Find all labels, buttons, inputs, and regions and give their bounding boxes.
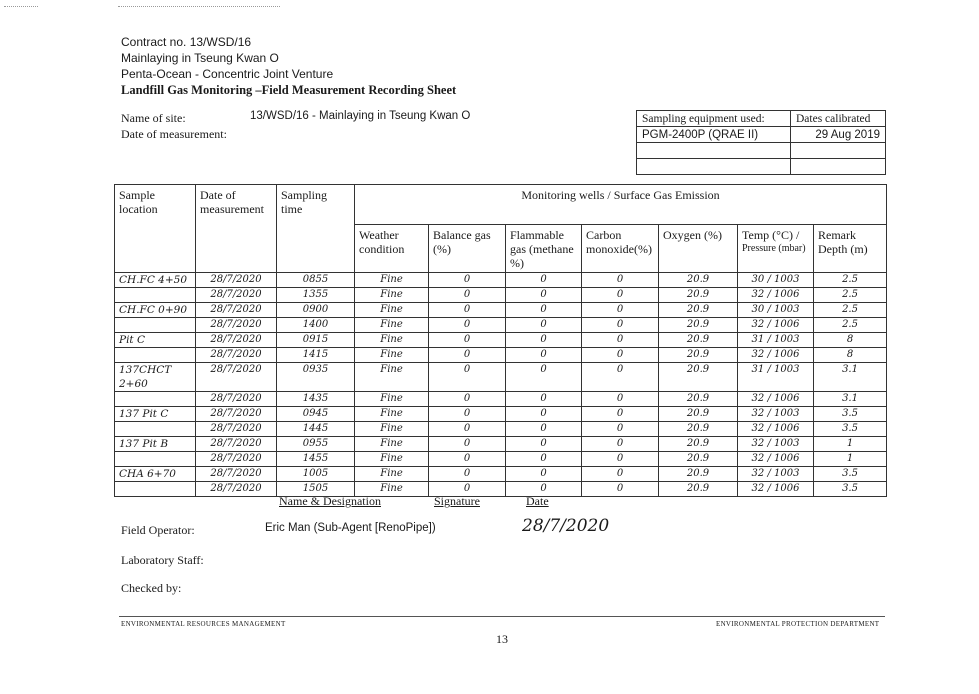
table-row bbox=[115, 392, 887, 407]
cell-oxygen: 20.9 bbox=[659, 482, 738, 497]
cell-flammable-gas: 0 bbox=[506, 318, 582, 333]
header-sample-location: Sample location bbox=[115, 185, 196, 273]
equipment-header: Sampling equipment used: bbox=[637, 111, 791, 127]
field-operator-date: 28/7/2020 bbox=[522, 516, 610, 536]
scan-artifact-line bbox=[4, 6, 38, 8]
cell-remark-depth: 2.5 bbox=[814, 273, 887, 288]
cell-remark-depth: 3.5 bbox=[814, 422, 887, 437]
cell-balance-gas: 0 bbox=[429, 273, 506, 288]
cell-location: 137 Pit B bbox=[115, 437, 196, 452]
cell-weather: Fine bbox=[355, 422, 429, 437]
contractor-name: Penta-Ocean - Concentric Joint Venture bbox=[121, 67, 334, 81]
cell-oxygen: 20.9 bbox=[659, 437, 738, 452]
cell-time: 1505 bbox=[277, 482, 355, 497]
cell-flammable-gas: 0 bbox=[506, 392, 582, 407]
footer-right: ENVIRONMENTAL PROTECTION DEPARTMENT bbox=[716, 620, 880, 628]
cell-remark-depth: 3.5 bbox=[814, 482, 887, 497]
cell-location: Pit C bbox=[115, 333, 196, 348]
cell-location bbox=[115, 482, 196, 497]
table-row bbox=[115, 333, 887, 348]
table-row bbox=[115, 273, 887, 288]
cell-weather: Fine bbox=[355, 288, 429, 303]
cell-flammable-gas: 0 bbox=[506, 452, 582, 467]
table-row bbox=[115, 348, 887, 363]
name-designation-header: Name & Designation bbox=[279, 494, 381, 508]
cell-weather: Fine bbox=[355, 303, 429, 318]
cell-weather: Fine bbox=[355, 348, 429, 363]
cell-balance-gas: 0 bbox=[429, 407, 506, 422]
cell-weather: Fine bbox=[355, 363, 429, 392]
cell-date: 28/7/2020 bbox=[196, 333, 277, 348]
cell-balance-gas: 0 bbox=[429, 422, 506, 437]
cell-carbon-monoxide: 0 bbox=[582, 333, 659, 348]
cell-date: 28/7/2020 bbox=[196, 482, 277, 497]
table-row bbox=[115, 288, 887, 303]
cell-time: 0900 bbox=[277, 303, 355, 318]
cell-date: 28/7/2020 bbox=[196, 437, 277, 452]
table-row bbox=[115, 318, 887, 333]
footer-left: ENVIRONMENTAL RESOURCES MANAGEMENT bbox=[121, 620, 286, 628]
footer-divider bbox=[119, 616, 885, 617]
cell-location bbox=[115, 348, 196, 363]
cell-carbon-monoxide: 0 bbox=[582, 348, 659, 363]
header-measurement-date: Date of measurement bbox=[196, 185, 277, 273]
cell-carbon-monoxide: 0 bbox=[582, 273, 659, 288]
cell-remark-depth: 3.5 bbox=[814, 467, 887, 482]
cell-date: 28/7/2020 bbox=[196, 273, 277, 288]
cell-remark-depth: 2.5 bbox=[814, 303, 887, 318]
cell-remark-depth: 2.5 bbox=[814, 288, 887, 303]
cell-flammable-gas: 0 bbox=[506, 333, 582, 348]
cell-date: 28/7/2020 bbox=[196, 452, 277, 467]
cell-oxygen: 20.9 bbox=[659, 288, 738, 303]
cell-temp-pressure: 30 / 1003 bbox=[738, 273, 814, 288]
cell-time: 1355 bbox=[277, 288, 355, 303]
measurement-rows bbox=[115, 273, 887, 497]
cell-carbon-monoxide: 0 bbox=[582, 288, 659, 303]
equipment-empty-cell bbox=[637, 143, 791, 159]
measurement-date-label: Date of measurement: bbox=[121, 127, 227, 141]
cell-balance-gas: 0 bbox=[429, 318, 506, 333]
header-pressure: Pressure (mbar) bbox=[742, 243, 806, 254]
cell-balance-gas: 0 bbox=[429, 467, 506, 482]
header-temp: Temp (°C) / bbox=[742, 228, 800, 242]
laboratory-staff-label: Laboratory Staff: bbox=[121, 553, 204, 567]
cell-balance-gas: 0 bbox=[429, 288, 506, 303]
cell-balance-gas: 0 bbox=[429, 333, 506, 348]
cell-time: 0945 bbox=[277, 407, 355, 422]
cell-date: 28/7/2020 bbox=[196, 288, 277, 303]
cell-carbon-monoxide: 0 bbox=[582, 437, 659, 452]
cell-carbon-monoxide: 0 bbox=[582, 392, 659, 407]
cell-date: 28/7/2020 bbox=[196, 392, 277, 407]
cell-weather: Fine bbox=[355, 407, 429, 422]
equipment-model: PGM-2400P (QRAE II) bbox=[637, 127, 791, 143]
header-flammable-gas: Flammable gas (methane %) bbox=[506, 225, 582, 273]
cell-weather: Fine bbox=[355, 437, 429, 452]
site-name-label: Name of site: bbox=[121, 111, 186, 125]
measurement-table bbox=[114, 184, 887, 497]
checked-by-label: Checked by: bbox=[121, 581, 182, 595]
cell-oxygen: 20.9 bbox=[659, 363, 738, 392]
cell-location bbox=[115, 422, 196, 437]
cell-balance-gas: 0 bbox=[429, 303, 506, 318]
cell-temp-pressure: 31 / 1003 bbox=[738, 333, 814, 348]
cell-date: 28/7/2020 bbox=[196, 363, 277, 392]
cell-date: 28/7/2020 bbox=[196, 422, 277, 437]
header-remark-depth: Remark Depth (m) bbox=[814, 225, 887, 273]
cell-oxygen: 20.9 bbox=[659, 467, 738, 482]
cell-flammable-gas: 0 bbox=[506, 437, 582, 452]
cell-temp-pressure: 32 / 1006 bbox=[738, 288, 814, 303]
cell-oxygen: 20.9 bbox=[659, 348, 738, 363]
header-weather: Weather condition bbox=[355, 225, 429, 273]
cell-time: 0955 bbox=[277, 437, 355, 452]
cell-balance-gas: 0 bbox=[429, 363, 506, 392]
cell-location: CH.FC 4+50 bbox=[115, 273, 196, 288]
cell-carbon-monoxide: 0 bbox=[582, 303, 659, 318]
field-operator-label: Field Operator: bbox=[121, 523, 195, 537]
table-row bbox=[115, 303, 887, 318]
cell-date: 28/7/2020 bbox=[196, 318, 277, 333]
cell-time: 0935 bbox=[277, 363, 355, 392]
cell-flammable-gas: 0 bbox=[506, 273, 582, 288]
cell-weather: Fine bbox=[355, 333, 429, 348]
cell-remark-depth: 2.5 bbox=[814, 318, 887, 333]
header-monitoring-group: Monitoring wells / Surface Gas Emission bbox=[355, 185, 887, 225]
document-header bbox=[121, 34, 456, 98]
cell-remark-depth: 8 bbox=[814, 333, 887, 348]
cell-date: 28/7/2020 bbox=[196, 303, 277, 318]
cell-flammable-gas: 0 bbox=[506, 422, 582, 437]
header-carbon-monoxide: Carbon monoxide(%) bbox=[582, 225, 659, 273]
page-number: 13 bbox=[496, 632, 508, 646]
cell-flammable-gas: 0 bbox=[506, 407, 582, 422]
equipment-empty-cell bbox=[791, 159, 886, 175]
cell-remark-depth: 1 bbox=[814, 437, 887, 452]
cell-time: 1005 bbox=[277, 467, 355, 482]
signature-header: Signature bbox=[434, 494, 480, 508]
cell-oxygen: 20.9 bbox=[659, 303, 738, 318]
header-temp-pressure bbox=[738, 225, 814, 273]
cell-carbon-monoxide: 0 bbox=[582, 452, 659, 467]
equipment-empty-cell bbox=[791, 143, 886, 159]
cell-weather: Fine bbox=[355, 482, 429, 497]
cell-time: 1445 bbox=[277, 422, 355, 437]
cell-oxygen: 20.9 bbox=[659, 318, 738, 333]
cell-location bbox=[115, 288, 196, 303]
cell-balance-gas: 0 bbox=[429, 452, 506, 467]
cell-flammable-gas: 0 bbox=[506, 482, 582, 497]
table-row bbox=[115, 407, 887, 422]
cell-temp-pressure: 32 / 1006 bbox=[738, 392, 814, 407]
cell-location bbox=[115, 452, 196, 467]
cell-time: 0915 bbox=[277, 333, 355, 348]
cell-date: 28/7/2020 bbox=[196, 467, 277, 482]
cell-location bbox=[115, 318, 196, 333]
cell-carbon-monoxide: 0 bbox=[582, 467, 659, 482]
cell-temp-pressure: 32 / 1006 bbox=[738, 452, 814, 467]
cell-weather: Fine bbox=[355, 318, 429, 333]
cell-location: CH.FC 0+90 bbox=[115, 303, 196, 318]
cell-temp-pressure: 32 / 1006 bbox=[738, 318, 814, 333]
cell-oxygen: 20.9 bbox=[659, 422, 738, 437]
site-info bbox=[121, 110, 227, 142]
table-row bbox=[115, 437, 887, 452]
cell-date: 28/7/2020 bbox=[196, 407, 277, 422]
cell-balance-gas: 0 bbox=[429, 437, 506, 452]
cell-temp-pressure: 32 / 1003 bbox=[738, 437, 814, 452]
cell-oxygen: 20.9 bbox=[659, 273, 738, 288]
cell-weather: Fine bbox=[355, 273, 429, 288]
cell-balance-gas: 0 bbox=[429, 392, 506, 407]
cell-time: 1415 bbox=[277, 348, 355, 363]
cell-carbon-monoxide: 0 bbox=[582, 318, 659, 333]
cell-location: 137CHCT 2+60 bbox=[115, 363, 196, 392]
cell-temp-pressure: 32 / 1003 bbox=[738, 467, 814, 482]
equipment-empty-cell bbox=[637, 159, 791, 175]
cell-flammable-gas: 0 bbox=[506, 467, 582, 482]
contract-number: Contract no. 13/WSD/16 bbox=[121, 35, 252, 49]
cell-location bbox=[115, 392, 196, 407]
cell-temp-pressure: 32 / 1006 bbox=[738, 348, 814, 363]
cell-carbon-monoxide: 0 bbox=[582, 407, 659, 422]
cell-balance-gas: 0 bbox=[429, 482, 506, 497]
cell-flammable-gas: 0 bbox=[506, 348, 582, 363]
cell-flammable-gas: 0 bbox=[506, 363, 582, 392]
document-title: Landfill Gas Monitoring –Field Measurement Recording Sheet bbox=[121, 83, 457, 97]
cell-carbon-monoxide: 0 bbox=[582, 363, 659, 392]
cell-carbon-monoxide: 0 bbox=[582, 482, 659, 497]
cell-weather: Fine bbox=[355, 452, 429, 467]
cell-remark-depth: 3.1 bbox=[814, 363, 887, 392]
cell-temp-pressure: 30 / 1003 bbox=[738, 303, 814, 318]
cell-remark-depth: 8 bbox=[814, 348, 887, 363]
cell-flammable-gas: 0 bbox=[506, 288, 582, 303]
cell-time: 1435 bbox=[277, 392, 355, 407]
cell-oxygen: 20.9 bbox=[659, 333, 738, 348]
field-operator-name: Eric Man (Sub-Agent [RenoPipe]) bbox=[265, 522, 436, 534]
cell-time: 0855 bbox=[277, 273, 355, 288]
header-balance-gas: Balance gas (%) bbox=[429, 225, 506, 273]
cell-balance-gas: 0 bbox=[429, 348, 506, 363]
cell-location: 137 Pit C bbox=[115, 407, 196, 422]
cell-weather: Fine bbox=[355, 392, 429, 407]
project-name: Mainlaying in Tseung Kwan O bbox=[121, 51, 279, 65]
cell-temp-pressure: 31 / 1003 bbox=[738, 363, 814, 392]
header-sampling-time: Sampling time bbox=[277, 185, 355, 273]
cell-location: CHA 6+70 bbox=[115, 467, 196, 482]
calibration-header: Dates calibrated bbox=[791, 111, 886, 127]
cell-temp-pressure: 32 / 1006 bbox=[738, 482, 814, 497]
cell-date: 28/7/2020 bbox=[196, 348, 277, 363]
cell-carbon-monoxide: 0 bbox=[582, 422, 659, 437]
equipment-table bbox=[636, 110, 886, 175]
calibration-date: 29 Aug 2019 bbox=[791, 127, 886, 143]
cell-remark-depth: 1 bbox=[814, 452, 887, 467]
cell-temp-pressure: 32 / 1003 bbox=[738, 407, 814, 422]
table-row bbox=[115, 482, 887, 497]
date-header: Date bbox=[526, 494, 549, 508]
header-oxygen: Oxygen (%) bbox=[659, 225, 738, 273]
cell-time: 1455 bbox=[277, 452, 355, 467]
cell-weather: Fine bbox=[355, 467, 429, 482]
table-row bbox=[115, 452, 887, 467]
table-row bbox=[115, 467, 887, 482]
table-row bbox=[115, 363, 887, 392]
scan-artifact-line bbox=[118, 6, 280, 8]
cell-flammable-gas: 0 bbox=[506, 303, 582, 318]
cell-remark-depth: 3.1 bbox=[814, 392, 887, 407]
site-name-value: 13/WSD/16 - Mainlaying in Tseung Kwan O bbox=[250, 110, 471, 122]
cell-time: 1400 bbox=[277, 318, 355, 333]
cell-oxygen: 20.9 bbox=[659, 452, 738, 467]
cell-oxygen: 20.9 bbox=[659, 392, 738, 407]
cell-remark-depth: 3.5 bbox=[814, 407, 887, 422]
table-row bbox=[115, 422, 887, 437]
cell-oxygen: 20.9 bbox=[659, 407, 738, 422]
cell-temp-pressure: 32 / 1006 bbox=[738, 422, 814, 437]
